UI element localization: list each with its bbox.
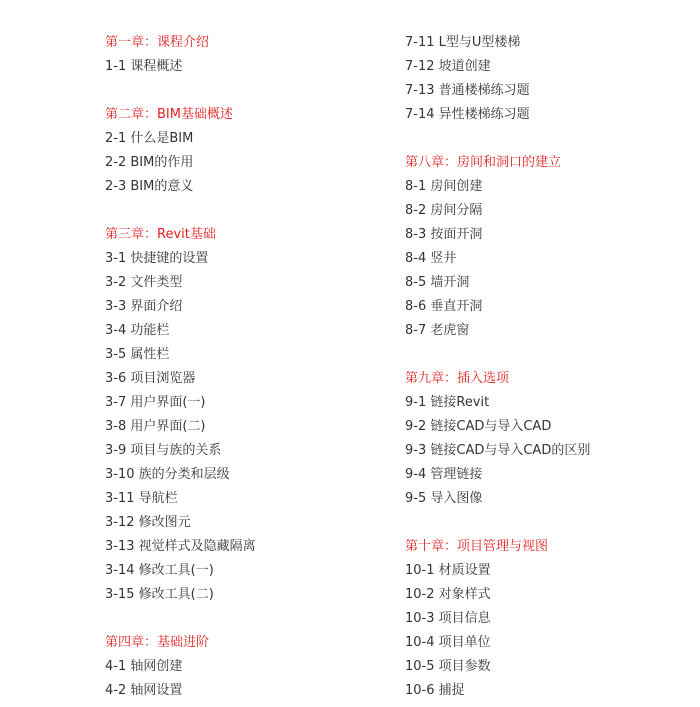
lesson-item: 4-1 轴网创建 <box>105 659 183 674</box>
lesson-item: 3-7 用户界面(一) <box>105 395 206 410</box>
lesson-item: 3-8 用户界面(二) <box>105 419 206 434</box>
lesson-item: 10-5 项目参数 <box>405 659 491 674</box>
lesson-item: 9-4 管理链接 <box>405 467 483 482</box>
section-spacer <box>405 343 695 367</box>
lesson-item: 3-12 修改图元 <box>105 515 191 530</box>
lesson-item: 8-1 房间创建 <box>405 179 483 194</box>
section-spacer <box>105 199 395 223</box>
lesson-item: 9-5 导入图像 <box>405 491 483 506</box>
lesson-item: 2-1 什么是BIM <box>105 131 194 146</box>
chapter-heading: 第十章：项目管理与视图 <box>405 539 549 554</box>
chapter-heading: 第一章：课程介绍 <box>105 35 210 50</box>
lesson-item: 3-10 族的分类和层级 <box>105 467 230 482</box>
lesson-item: 3-14 修改工具(一) <box>105 563 214 578</box>
lesson-item: 8-5 墙开洞 <box>405 275 470 290</box>
lesson-item: 10-6 捕捉 <box>405 683 465 698</box>
lesson-item: 3-2 文件类型 <box>105 275 183 290</box>
lesson-item: 3-3 界面介绍 <box>105 299 183 314</box>
lesson-item: 3-4 功能栏 <box>105 323 170 338</box>
lesson-item: 10-3 项目信息 <box>405 611 491 626</box>
lesson-item: 7-13 普通楼梯练习题 <box>405 83 530 98</box>
lesson-item: 8-3 按面开洞 <box>405 227 483 242</box>
lesson-item: 3-13 视觉样式及隐藏隔离 <box>105 539 256 554</box>
lesson-item: 3-6 项目浏览器 <box>105 371 196 386</box>
chapter-heading: 第八章：房间和洞口的建立 <box>405 155 562 170</box>
lesson-item: 9-1 链接Revit <box>405 395 490 410</box>
lesson-item: 10-1 材质设置 <box>405 563 491 578</box>
lesson-item: 3-1 快捷键的设置 <box>105 251 209 266</box>
lesson-item: 7-14 异性楼梯练习题 <box>405 107 530 122</box>
chapter-heading: 第九章：插入选项 <box>405 371 510 386</box>
lesson-item: 10-2 对象样式 <box>405 587 491 602</box>
chapter-heading: 第四章：基础进阶 <box>105 635 210 650</box>
lesson-item: 7-12 坡道创建 <box>405 59 491 74</box>
section-spacer <box>405 127 695 151</box>
lesson-item: 9-2 链接CAD与导入CAD <box>405 419 552 434</box>
lesson-item: 2-2 BIM的作用 <box>105 155 194 170</box>
lesson-item: 8-4 竖井 <box>405 251 457 266</box>
lesson-item: 9-3 链接CAD与导入CAD的区别 <box>405 443 591 458</box>
chapter-heading: 第三章：Revit基础 <box>105 227 216 242</box>
section-spacer <box>105 79 395 103</box>
lesson-item: 8-2 房间分隔 <box>405 203 483 218</box>
left-column <box>105 31 395 703</box>
lesson-item: 3-11 导航栏 <box>105 491 178 506</box>
section-spacer <box>405 511 695 535</box>
lesson-item: 8-7 老虎窗 <box>405 323 470 338</box>
lesson-item: 4-2 轴网设置 <box>105 683 183 698</box>
lesson-item: 2-3 BIM的意义 <box>105 179 194 194</box>
lesson-item: 3-15 修改工具(二) <box>105 587 214 602</box>
right-column <box>405 31 695 703</box>
chapter-heading: 第二章：BIM基础概述 <box>105 107 233 122</box>
lesson-item: 1-1 课程概述 <box>105 59 183 74</box>
lesson-item: 8-6 垂直开洞 <box>405 299 483 314</box>
lesson-item: 3-5 属性栏 <box>105 347 170 362</box>
lesson-item: 3-9 项目与族的关系 <box>105 443 222 458</box>
section-spacer <box>105 607 395 631</box>
lesson-item: 10-4 项目单位 <box>405 635 491 650</box>
lesson-item: 7-11 L型与U型楼梯 <box>405 35 521 50</box>
